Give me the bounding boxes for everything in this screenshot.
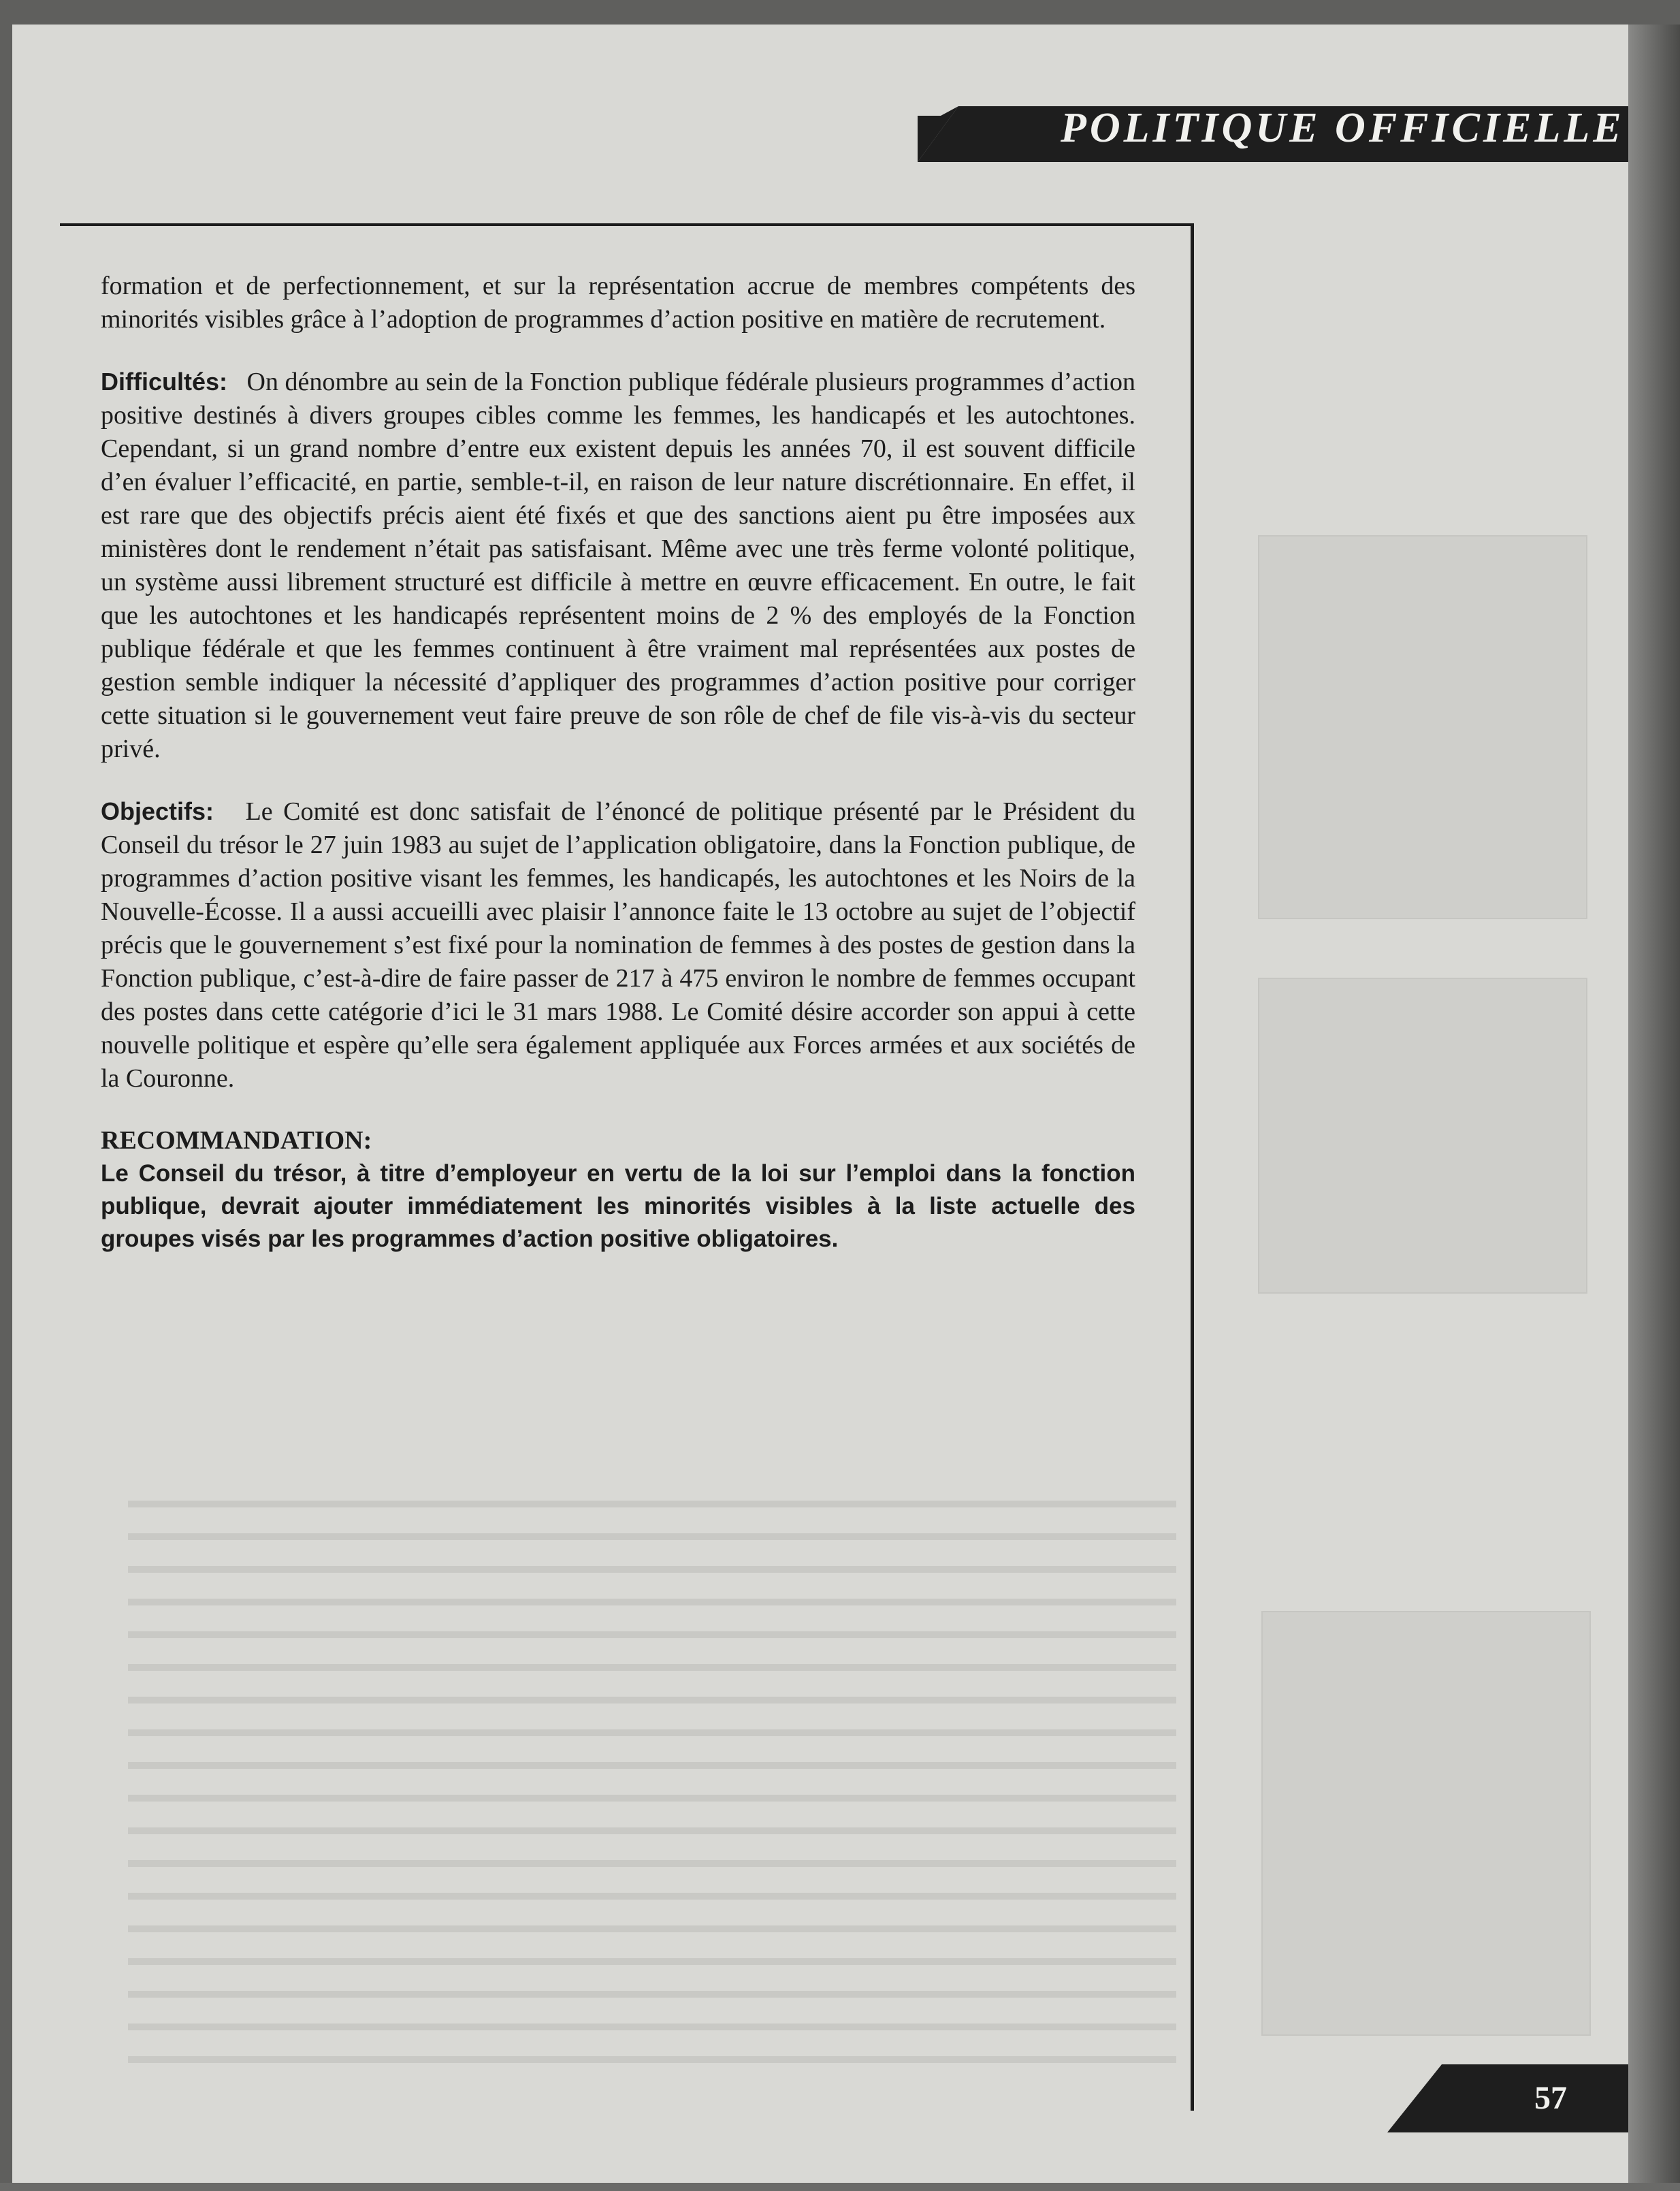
ghost-text-lines	[128, 1475, 1176, 2074]
main-text	[101, 249, 1135, 1256]
ghost-photo-1	[1258, 535, 1587, 919]
ghost-photo-2	[1258, 978, 1587, 1294]
ghost-photo-3	[1261, 1611, 1591, 2036]
difficultes-paragraph	[101, 365, 1135, 766]
objectifs-label: Objectifs:	[101, 797, 214, 825]
section-banner	[918, 86, 1628, 167]
section-title: POLITIQUE OFFICIELLE	[1061, 105, 1625, 151]
page-edge-shadow	[1628, 25, 1680, 2191]
page-number-tab	[1387, 2064, 1628, 2132]
objectifs-text: Le Comité est donc satisfait de l’énoncé de politique présenté par le Président du Conseil du trésor le 27 juin 1983 au sujet de l’application obligatoire, dans la Fonction publique, de programmes d’action positive visant les femmes, les handicapés, les autochtones et les Noirs de la Nouvelle-Écosse. Il a aussi accueilli avec plaisir l’annonce faite le 13 octobre au sujet de l’objectif précis que le gouvernement s’est fixé pour la nomination de femmes à des postes de gestion dans la Fonction publique, c’est-à-dire de faire passer de 217 à 475 environ le nombre de femmes occupant des postes dans cette catégorie d’ici le 31 mars 1988. Le Comité désire accorder son appui à cette nouvelle politique et espère qu’elle sera également appliquée aux Forces armées et aux sociétés de la Couronne.	[101, 797, 1136, 1093]
difficultes-text: On dénombre au sein de la Fonction publique fédérale plusieurs programmes d’action positive destinés à divers groupes cibles comme les femmes, les handicapés et les autochtones. Cependant, si un grand nombre d’entre eux existent depuis les années 70, il est souvent difficile d’en évaluer l’efficacité, en partie, semble-t-il, en raison de leur nature discrétionnaire. En effet, il est rare que des objectifs précis aient été fixés et que des sanctions aient pu être imposées aux ministères dont le rendement n’était pas satisfaisant. Même avec une très ferme volonté politique, un système aussi librement structuré est difficile à mettre en œuvre efficacement. En outre, le fait que les autochtones et les handicapés représentent moins de 2 % des employés de la Fonction publique fédérale et que les femmes continuent à être vraiment mal représentées aux postes de gestion semble indiquer la nécessité d’appliquer des programmes d’action positive pour corriger cette situation si le gouvernement veut faire preuve de son rôle de chef de file vis-à-vis du secteur privé.	[101, 368, 1135, 763]
recommendation-heading: RECOMMANDATION:	[101, 1126, 372, 1155]
objectifs-paragraph	[101, 795, 1135, 1096]
recommendation-text: Le Conseil du trésor, à titre d’employeur en vertu de la loi sur l’emploi dans la fonction publique, devrait ajouter immédiatement les minorités visibles à la liste actuelle des groupes visés par les programmes d’action positive obligatoires.	[101, 1160, 1135, 1252]
page	[12, 25, 1628, 2183]
difficultes-label: Difficultés:	[101, 368, 228, 396]
intro-paragraph: formation et de perfectionnement, et sur la représentation accrue de membres compétents des minorités visibles grâce à l’adoption de programmes d’action positive en matière de recrutement.	[101, 272, 1135, 334]
frame-top-rule	[60, 223, 1193, 226]
frame-right-rule	[1191, 223, 1194, 2111]
page-number: 57	[1534, 2080, 1567, 2116]
page-bottom-shadow	[0, 2183, 1680, 2191]
